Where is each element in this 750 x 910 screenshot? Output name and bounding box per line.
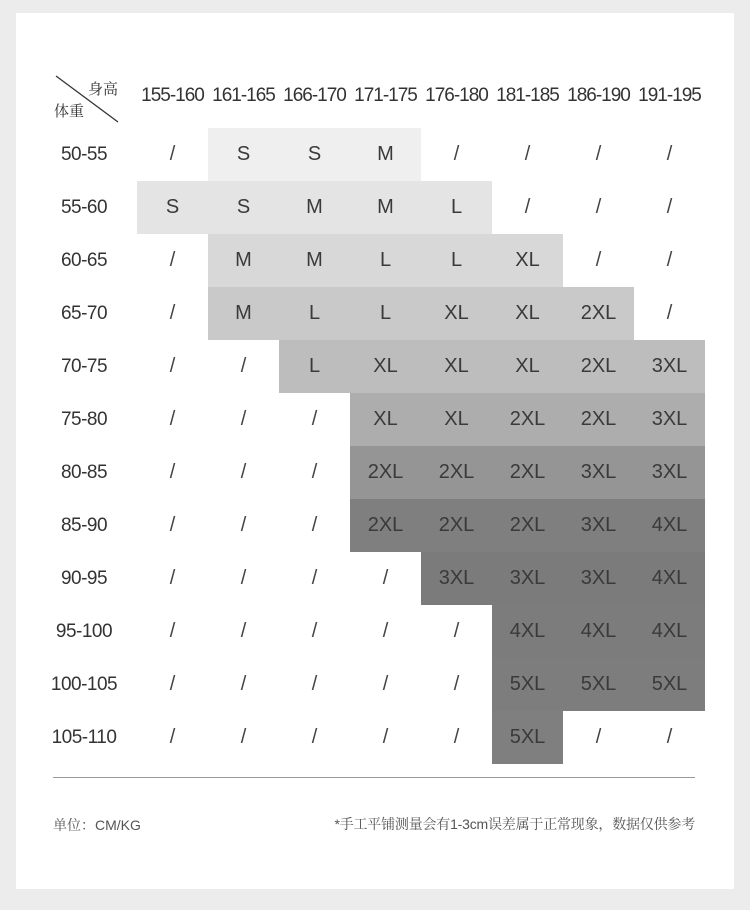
size-cell: / bbox=[382, 620, 389, 642]
size-cell: / bbox=[240, 355, 247, 377]
size-cell: 4XL bbox=[492, 605, 563, 658]
weight-header-6: 80-85 bbox=[60, 462, 108, 483]
size-cell: 3XL bbox=[634, 393, 705, 446]
size-cell: 2XL bbox=[350, 446, 421, 499]
size-cell: XL bbox=[421, 393, 492, 446]
size-cell: M bbox=[350, 128, 421, 181]
size-cell: 2XL bbox=[421, 446, 492, 499]
size-cell: / bbox=[595, 196, 602, 218]
height-header-6: 186-190 bbox=[567, 85, 630, 106]
size-cell: / bbox=[382, 567, 389, 589]
size-cell: XL bbox=[421, 340, 492, 393]
size-cell: / bbox=[666, 249, 673, 271]
size-cell: / bbox=[311, 726, 318, 748]
height-header-1: 161-165 bbox=[212, 85, 275, 106]
size-cell: 4XL bbox=[634, 552, 705, 605]
size-cell: / bbox=[240, 461, 247, 483]
size-cell: L bbox=[279, 340, 350, 393]
size-cell: / bbox=[169, 302, 176, 324]
size-cell: / bbox=[240, 514, 247, 536]
size-cell: 3XL bbox=[492, 552, 563, 605]
weight-header-3: 65-70 bbox=[60, 303, 108, 324]
size-cell: / bbox=[453, 726, 460, 748]
size-cell: L bbox=[350, 287, 421, 340]
size-cell: / bbox=[311, 461, 318, 483]
size-cell: 2XL bbox=[492, 499, 563, 552]
height-header-2: 166-170 bbox=[283, 85, 346, 106]
size-cell: / bbox=[666, 196, 673, 218]
size-cell: XL bbox=[350, 393, 421, 446]
size-cell: 3XL bbox=[634, 340, 705, 393]
size-cell: 5XL bbox=[563, 658, 634, 711]
size-cell: / bbox=[169, 249, 176, 271]
size-cell: L bbox=[421, 181, 492, 234]
size-cell: / bbox=[169, 514, 176, 536]
size-cell: / bbox=[169, 355, 176, 377]
size-cell: / bbox=[453, 620, 460, 642]
footer-divider bbox=[53, 777, 695, 778]
size-cell: / bbox=[382, 726, 389, 748]
weight-header-10: 100-105 bbox=[50, 674, 118, 695]
size-cell: 2XL bbox=[492, 446, 563, 499]
size-cell: / bbox=[240, 567, 247, 589]
size-cell: S bbox=[137, 181, 208, 234]
size-cell: / bbox=[666, 726, 673, 748]
size-cell: S bbox=[208, 128, 279, 181]
size-cell: 2XL bbox=[563, 340, 634, 393]
size-cell: / bbox=[666, 302, 673, 324]
size-cell: / bbox=[169, 408, 176, 430]
size-cell: / bbox=[169, 673, 176, 695]
measurement-note: *手工平铺测量会有1-3cm误差属于正常现象，数据仅供参考 bbox=[334, 816, 695, 832]
size-cell: M bbox=[208, 234, 279, 287]
size-cell: 3XL bbox=[563, 499, 634, 552]
size-cell: / bbox=[240, 408, 247, 430]
weight-header-11: 105-110 bbox=[51, 727, 117, 748]
weight-header-5: 75-80 bbox=[60, 409, 108, 430]
size-cell: 2XL bbox=[563, 393, 634, 446]
size-cell: / bbox=[169, 726, 176, 748]
weight-header-0: 50-55 bbox=[60, 144, 108, 165]
size-cell: 5XL bbox=[634, 658, 705, 711]
size-cell: / bbox=[524, 196, 531, 218]
height-header-5: 181-185 bbox=[496, 85, 559, 106]
height-header-7: 191-195 bbox=[638, 85, 701, 106]
height-header-4: 176-180 bbox=[425, 85, 488, 106]
size-cell: XL bbox=[421, 287, 492, 340]
weight-header-2: 60-65 bbox=[60, 250, 108, 271]
size-cell: / bbox=[169, 461, 176, 483]
size-cell: 3XL bbox=[421, 552, 492, 605]
size-cell: / bbox=[169, 567, 176, 589]
size-cell: XL bbox=[492, 234, 563, 287]
size-cell: 5XL bbox=[492, 658, 563, 711]
size-cell: 2XL bbox=[350, 499, 421, 552]
size-cell: 2XL bbox=[563, 287, 634, 340]
size-cell: / bbox=[311, 567, 318, 589]
size-cell: / bbox=[382, 673, 389, 695]
size-cell: 4XL bbox=[634, 605, 705, 658]
size-cell: / bbox=[666, 143, 673, 165]
size-cell: L bbox=[279, 287, 350, 340]
size-cell: 2XL bbox=[492, 393, 563, 446]
height-header-3: 171-175 bbox=[354, 85, 417, 106]
size-cell: / bbox=[595, 249, 602, 271]
size-cell: / bbox=[524, 143, 531, 165]
size-cell: / bbox=[240, 620, 247, 642]
table-corner-header bbox=[52, 74, 122, 126]
weight-header-7: 85-90 bbox=[60, 515, 108, 536]
size-cell: M bbox=[350, 181, 421, 234]
size-cell: / bbox=[311, 408, 318, 430]
size-cell: 4XL bbox=[563, 605, 634, 658]
size-cell: / bbox=[169, 143, 176, 165]
size-cell: M bbox=[279, 181, 350, 234]
size-cell: L bbox=[350, 234, 421, 287]
size-cell: / bbox=[453, 143, 460, 165]
size-cell: L bbox=[421, 234, 492, 287]
height-axis-label: 身高 bbox=[88, 81, 119, 98]
size-cell: XL bbox=[492, 287, 563, 340]
size-cell: 3XL bbox=[563, 446, 634, 499]
size-cell: 3XL bbox=[563, 552, 634, 605]
size-cell: 3XL bbox=[634, 446, 705, 499]
size-cell: / bbox=[311, 620, 318, 642]
weight-header-4: 70-75 bbox=[60, 356, 108, 377]
size-cell: M bbox=[208, 287, 279, 340]
size-cell: 5XL bbox=[492, 711, 563, 764]
size-cell: S bbox=[208, 181, 279, 234]
weight-header-1: 55-60 bbox=[60, 197, 108, 218]
weight-axis-label: 体重 bbox=[54, 103, 85, 120]
size-cell: / bbox=[169, 620, 176, 642]
weight-header-8: 90-95 bbox=[60, 568, 108, 589]
size-cell: XL bbox=[350, 340, 421, 393]
size-cell: / bbox=[595, 143, 602, 165]
size-cell: XL bbox=[492, 340, 563, 393]
size-cell: M bbox=[279, 234, 350, 287]
size-cell: 4XL bbox=[634, 499, 705, 552]
weight-header-9: 95-100 bbox=[55, 621, 113, 642]
size-cell: / bbox=[453, 673, 460, 695]
size-cell: / bbox=[240, 726, 247, 748]
size-cell: / bbox=[240, 673, 247, 695]
size-cell: 2XL bbox=[421, 499, 492, 552]
size-cell: / bbox=[311, 673, 318, 695]
size-cell: / bbox=[595, 726, 602, 748]
size-cell: / bbox=[311, 514, 318, 536]
height-header-0: 155-160 bbox=[141, 85, 204, 106]
size-cell: S bbox=[279, 128, 350, 181]
unit-label: 单位：CM/KG bbox=[53, 817, 141, 833]
